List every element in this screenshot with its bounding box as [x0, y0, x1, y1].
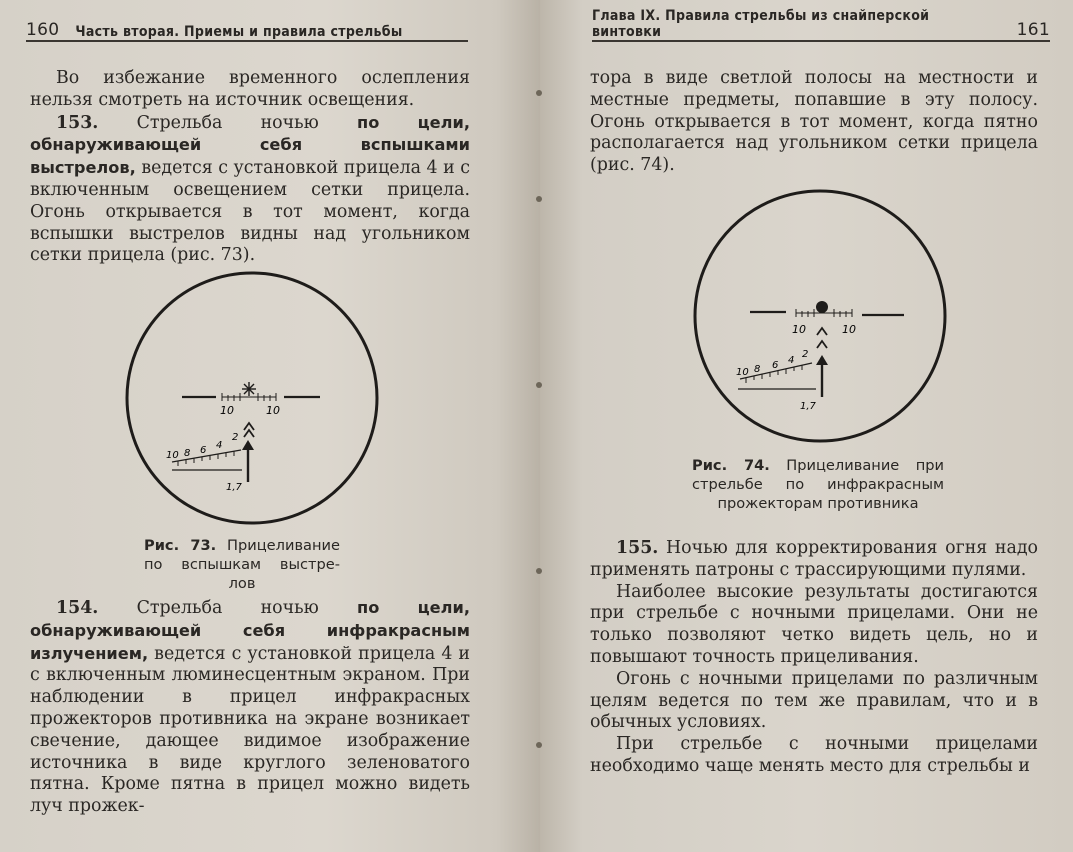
reticle-73-scale-right: 10	[266, 404, 280, 417]
left-running-title: Часть вторая. Приемы и правила стрельбы	[75, 24, 403, 40]
reticle-73-scale-left: 10	[220, 404, 234, 417]
section-153	[30, 112, 470, 268]
right-paragraph-3: Огонь с ночными прицелами по различным целям ведется по тем же правилам, что и в обычных условиях.	[590, 668, 1038, 733]
right-continuation: тора в виде светлой полосы на местности и местные предметы, попавшие в эту полосу. Огонь открывается в тот момент, когда пятно располагается над угольником сетки прицела (рис. 74).	[590, 68, 1038, 176]
reticle-74-scale-right: 10	[842, 323, 856, 336]
figure-74-caption-line-2: стрельбе по инфракрасным	[692, 476, 944, 493]
section-154	[30, 597, 470, 818]
section-154-intro: Стрельба ночью	[136, 598, 319, 618]
reticle-73-range-2: 2	[232, 432, 239, 443]
reticle-74-circle	[695, 191, 945, 441]
right-running-head	[592, 8, 1050, 42]
reticle-73-rangefinder-line	[172, 450, 241, 462]
right-paragraph-2: Наиболее высокие результаты достигаются при стрельбе с ночными прицелами. Они не только позволяют четко видеть цель, но и повышают точность прицеливания.	[590, 581, 1038, 667]
reticle-73-range-8: 8	[184, 448, 191, 459]
muzzle-flash-icon	[242, 382, 256, 396]
section-155-text: Ночью для корректирования огня надо применять патроны с трассирующими пулями.	[590, 538, 1038, 580]
reticle-74-chevron-bottom	[817, 341, 827, 348]
reticle-74-range-10: 10	[736, 367, 749, 378]
figure-73-label: Рис. 73.	[144, 537, 217, 554]
figure-73-caption-line-1: Прицеливание	[227, 537, 340, 554]
reticle-73-range-4: 4	[216, 440, 223, 451]
figure-74-label: Рис. 74.	[692, 457, 770, 474]
section-153-number: 153.	[56, 112, 99, 133]
figure-73-caption-line-2: по вспышкам выстре-	[144, 556, 340, 573]
binding-hole	[536, 742, 542, 748]
right-page-number: 161	[1016, 20, 1050, 40]
figure-73-reticle	[124, 270, 380, 528]
right-page	[540, 0, 1073, 852]
reticle-73-arrowhead	[242, 440, 254, 450]
left-page-number: 160	[26, 20, 60, 40]
section-155	[590, 538, 1038, 582]
infrared-spot-icon	[816, 301, 828, 313]
figure-74-caption	[692, 456, 944, 513]
binding-hole	[536, 382, 542, 388]
reticle-73-range-10: 10	[166, 450, 179, 461]
binding-hole	[536, 90, 542, 96]
reticle-74-arrowhead	[816, 355, 828, 365]
section-155-number: 155.	[616, 538, 659, 558]
section-153-rest: ведется с установкой прицела 4 и с включенным освещением сетки прицела. Огонь открывается в тот момент, когда вспышки выстрелов видны над угольником сетки прицела (рис. 73).	[30, 158, 470, 266]
left-text-top	[30, 68, 470, 267]
reticle-74-range-8: 8	[754, 364, 761, 375]
left-text-bottom	[30, 597, 470, 818]
figure-74-caption-line-1: Прицеливание при	[786, 457, 944, 474]
binding-hole	[536, 568, 542, 574]
reticle-74-chevron-top	[817, 328, 827, 335]
reticle-73-chevron-bottom	[244, 430, 254, 437]
section-154-bold: по цели, обнаруживающей себя инфракрасным излучением,	[30, 598, 471, 663]
figure-73-caption-line-3: лов	[228, 575, 256, 592]
section-153-bold: по цели, обнаруживающей себя вспышками выстрелов,	[30, 112, 471, 178]
right-text-top	[590, 68, 1038, 177]
reticle-74-range-4: 4	[788, 355, 795, 366]
section-154-number: 154.	[56, 598, 99, 618]
binding-hole	[536, 196, 542, 202]
continuation-line-2: нельзя смотреть на источник освещения.	[30, 89, 415, 110]
reticle-74-scale-left: 10	[792, 323, 806, 336]
reticle-73-circle	[127, 273, 377, 523]
reticle-74-range-6: 6	[772, 360, 779, 371]
left-running-head	[26, 14, 468, 42]
right-text-bottom	[590, 538, 1038, 778]
section-153-intro: Стрельба ночью	[136, 112, 319, 133]
section-154-rest: ведется с установкой прицела 4 и с включенным люминесцентным экраном. При наблюдении в прицел инфракрасных прожекторов противника на экране возникает свечение, дающее видимое изображение источника в виде круглого зеленоватого пятна. Кроме пятна в прицел можно видеть луч прожек-	[30, 643, 470, 817]
reticle-73-range-6: 6	[200, 445, 207, 456]
reticle-74-range-2: 2	[802, 349, 809, 360]
figure-74-caption-line-3: прожекторам противника	[717, 495, 919, 512]
right-paragraph-4: При стрельбе с ночными прицелами необходимо чаще менять место для стрельбы и	[590, 734, 1038, 776]
right-running-title: Глава IX. Правила стрельбы из снайперской винтовки	[592, 8, 930, 40]
figure-73-caption	[144, 536, 340, 593]
reticle-74-distance: 1,7	[800, 401, 816, 412]
figure-74-reticle	[692, 185, 948, 449]
continuation-line-1: Во избежание временного ослепления	[56, 68, 470, 88]
reticle-73-distance: 1,7	[226, 482, 242, 493]
